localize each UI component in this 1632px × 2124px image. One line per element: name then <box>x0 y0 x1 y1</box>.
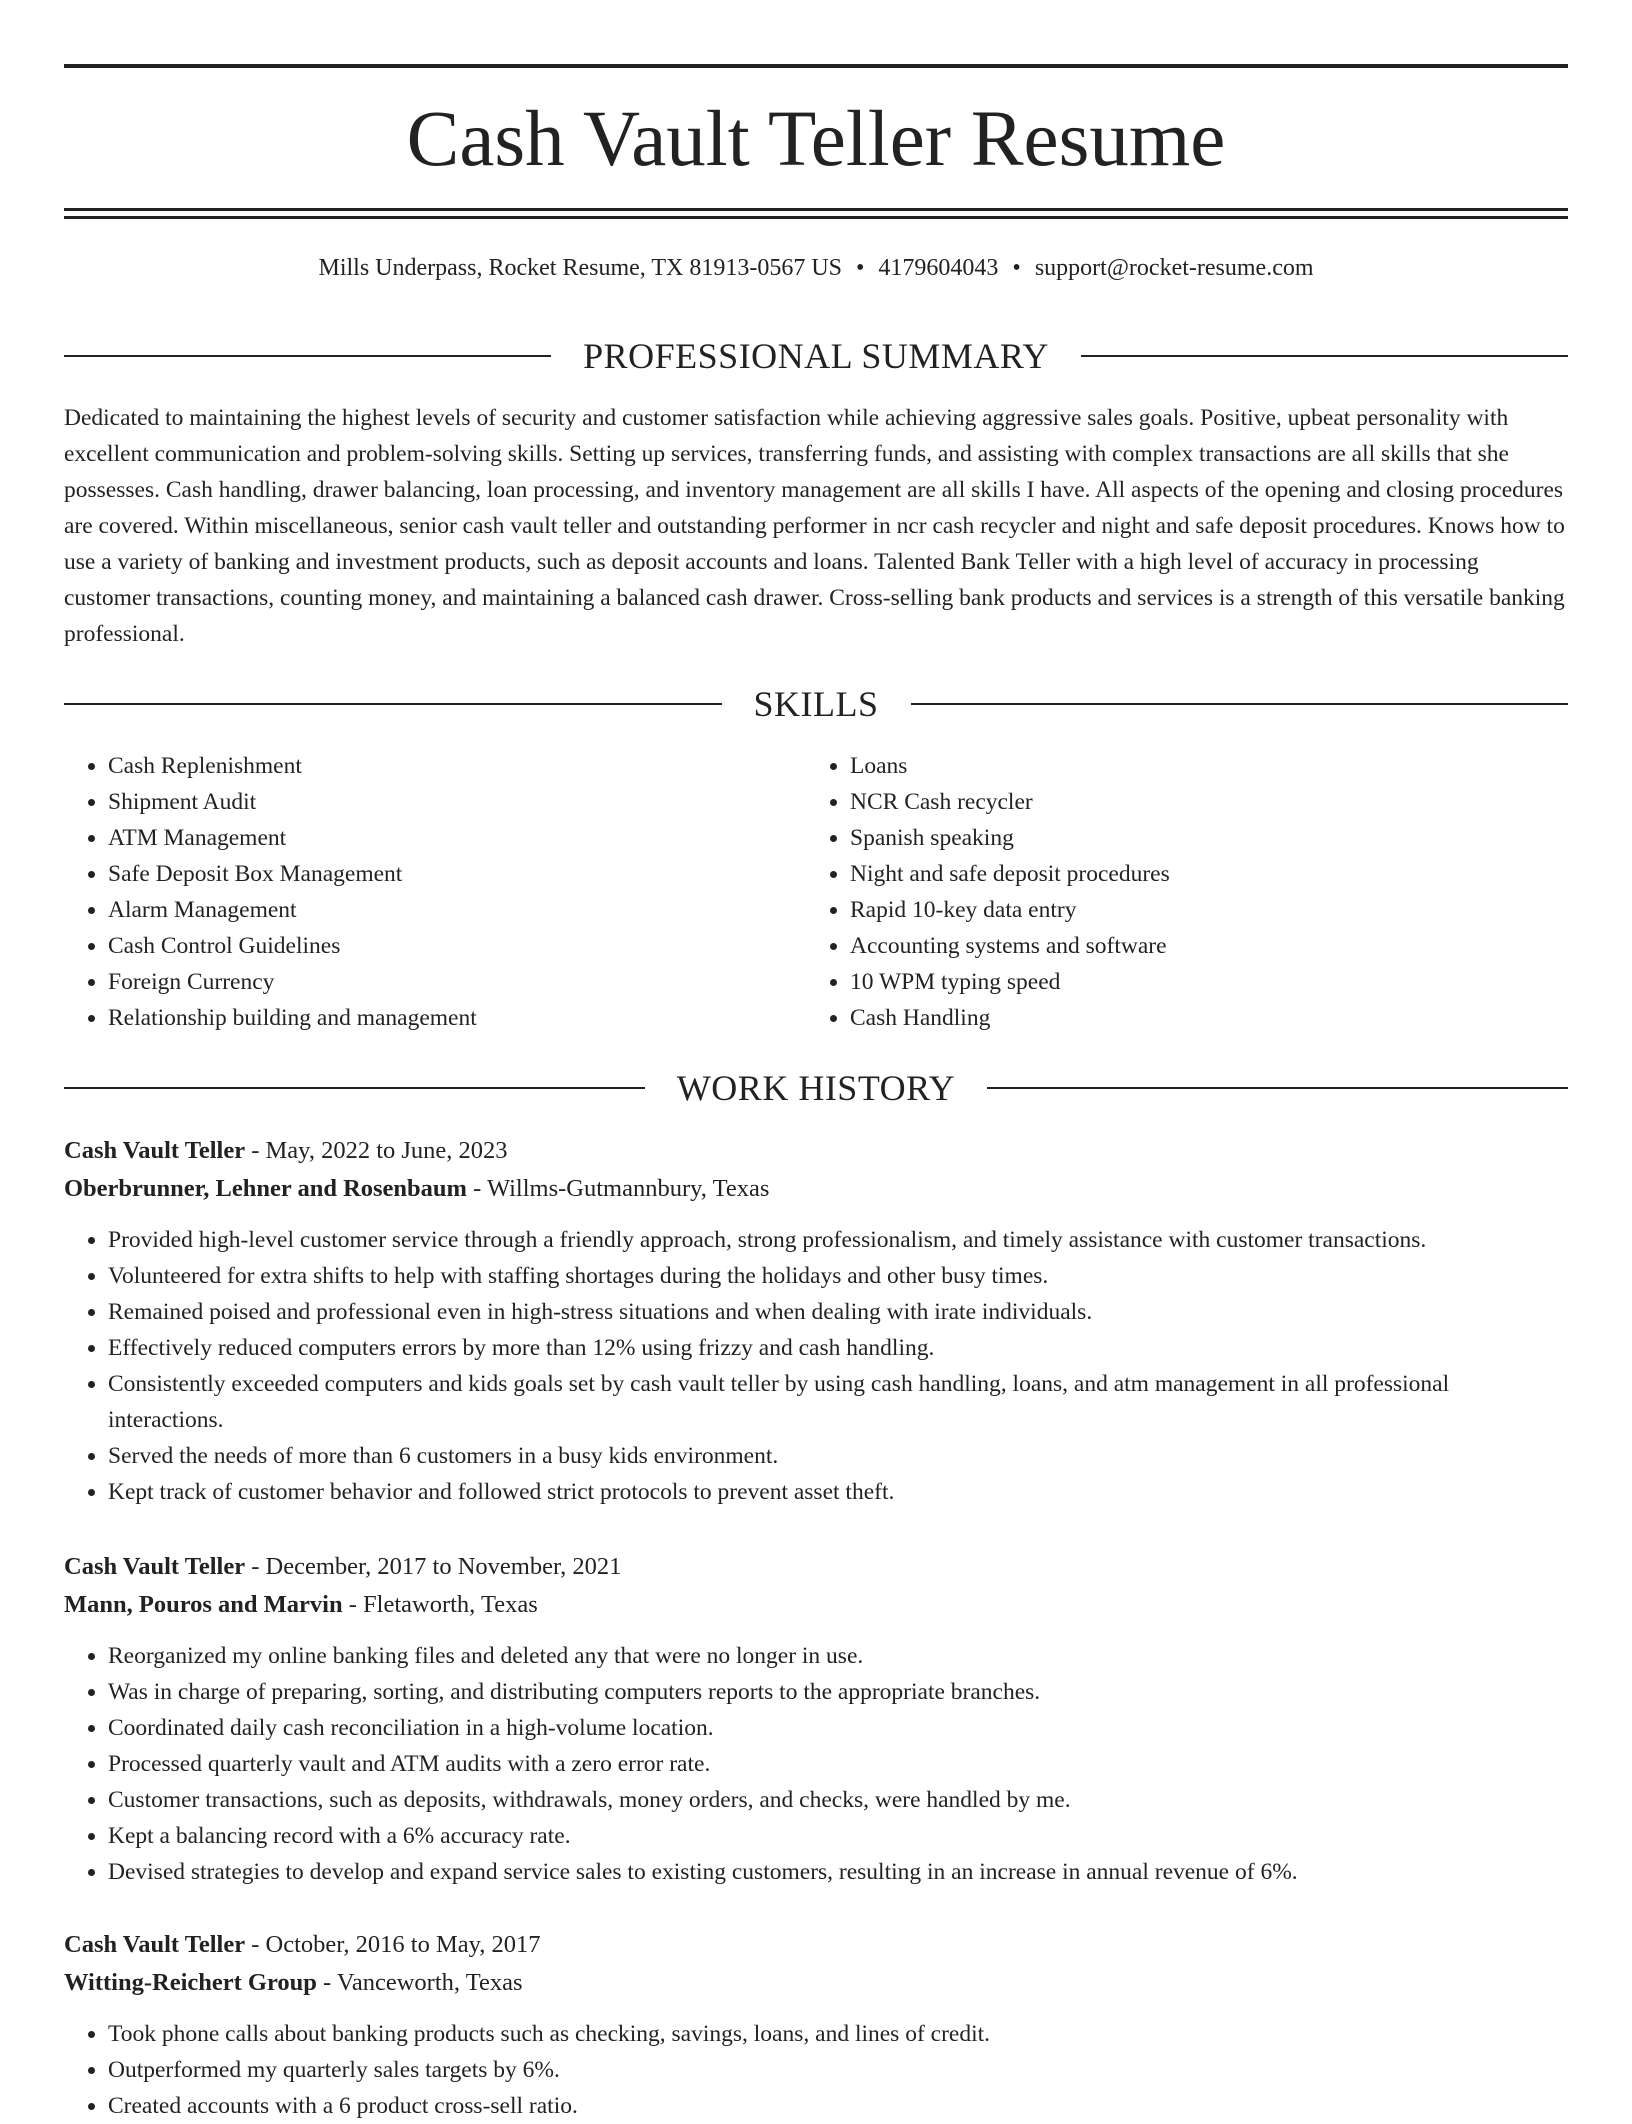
summary-text: Dedicated to maintaining the highest levels of security and customer satisfaction while achieving aggressive sales goals. Positive, upbeat personality with excellent communication and problem-solving skills. Setting up services, transferring funds, and assisting with complex transactions are all skills that she possesses. Cash handling, drawer balancing, loan processing, and inventory management are all skills I have. All aspects of the opening and closing procedures are covered. Within miscellaneous, senior cash vault teller and outstanding performer in ncr cash recycler and night and safe deposit procedures. Knows how to use a variety of banking and investment products, such as deposit accounts and loans. Talented Bank Teller with a high level of accuracy in processing customer transactions, counting money, and maintaining a balanced cash drawer. Cross-selling bank products and services is a strength of this versatile banking professional. <box>64 405 1565 647</box>
section-rule-left <box>64 355 551 357</box>
job-entry <box>64 1548 1568 1890</box>
skill-item: • ATM Management <box>108 820 806 856</box>
skill-item: • Alarm Management <box>108 892 806 928</box>
job-role-line <box>64 1132 1568 1170</box>
job-bullet: • Created accounts with a 6 product cross-sell ratio. <box>108 2088 1568 2124</box>
contact-separator: • <box>1012 255 1021 281</box>
skill-item: • 10 WPM typing speed <box>850 964 1548 1000</box>
job-title: Cash Vault Teller <box>64 1137 246 1164</box>
job-location: - Vanceworth, Texas <box>316 1969 523 1996</box>
contact-email[interactable]: support@rocket-resume.com <box>1034 255 1314 281</box>
skills-column-left <box>64 748 806 1036</box>
resume-title: Cash Vault Teller Resume <box>406 96 1226 183</box>
skill-item: • Rapid 10-key data entry <box>850 892 1548 928</box>
summary-heading: PROFESSIONAL SUMMARY <box>583 336 1049 376</box>
section-rule-left <box>64 703 722 705</box>
work-section-header <box>64 1066 1568 1110</box>
skill-item: • Relationship building and management <box>108 1000 806 1036</box>
job-company: Mann, Pouros and Marvin <box>64 1591 343 1618</box>
skills-section-header <box>64 682 1568 726</box>
skills-heading: SKILLS <box>753 684 879 724</box>
job-bullets <box>64 2016 1568 2124</box>
job-entry <box>64 1132 1568 1510</box>
skill-item: • Shipment Audit <box>108 784 806 820</box>
section-rule-right <box>911 703 1569 705</box>
skill-item: • NCR Cash recycler <box>850 784 1548 820</box>
job-bullet: • Was in charge of preparing, sorting, and distributing computers reports to the appropriate branches. <box>108 1674 1568 1710</box>
job-bullet: • Remained poised and professional even in high-stress situations and when dealing with irate individuals. <box>108 1294 1568 1330</box>
work-heading: WORK HISTORY <box>676 1068 956 1108</box>
section-rule-right <box>1081 355 1568 357</box>
job-bullet: • Outperformed my quarterly sales targets by 6%. <box>108 2052 1568 2088</box>
job-company-line <box>64 1964 1568 2002</box>
skill-item: • Cash Control Guidelines <box>108 928 806 964</box>
job-title: Cash Vault Teller <box>64 1931 246 1958</box>
job-bullet: • Processed quarterly vault and ATM audits with a zero error rate. <box>108 1746 1568 1782</box>
skill-item: • Cash Replenishment <box>108 748 806 784</box>
job-bullet: • Kept track of customer behavior and followed strict protocols to prevent asset theft. <box>108 1474 1568 1510</box>
skill-item: • Loans <box>850 748 1548 784</box>
skill-item: • Accounting systems and software <box>850 928 1548 964</box>
job-company: Oberbrunner, Lehner and Rosenbaum <box>64 1175 467 1202</box>
job-location: - Fletaworth, Texas <box>342 1591 538 1618</box>
summary-section-header <box>64 334 1568 378</box>
job-bullet: • Reorganized my online banking files and deleted any that were no longer in use. <box>108 1638 1568 1674</box>
section-rule-left <box>64 1087 645 1089</box>
contact-separator: • <box>856 255 865 281</box>
job-bullet: • Consistently exceeded computers and kids goals set by cash vault teller by using cash handling, loans, and atm management in all professional interactions. <box>108 1366 1568 1438</box>
job-bullet: • Took phone calls about banking products such as checking, savings, loans, and lines of credit. <box>108 2016 1568 2052</box>
job-role-line <box>64 1926 1568 1964</box>
job-company: Witting-Reichert Group <box>64 1969 317 1996</box>
top-rule <box>64 64 1568 68</box>
skill-item: • Safe Deposit Box Management <box>108 856 806 892</box>
job-bullet: • Effectively reduced computers errors by more than 12% using frizzy and cash handling. <box>108 1330 1568 1366</box>
job-bullet: • Kept a balancing record with a 6% accuracy rate. <box>108 1818 1568 1854</box>
job-title: Cash Vault Teller <box>64 1553 246 1580</box>
job-company-line <box>64 1170 1568 1208</box>
contact-line <box>64 252 1568 284</box>
skills-list <box>64 748 1568 1036</box>
skill-item: • Night and safe deposit procedures <box>850 856 1548 892</box>
job-entry <box>64 1926 1568 2124</box>
job-dates: - October, 2016 to May, 2017 <box>245 1931 541 1958</box>
skill-item: • Spanish speaking <box>850 820 1548 856</box>
skill-item: • Foreign Currency <box>108 964 806 1000</box>
job-bullets <box>64 1222 1568 1510</box>
job-role-line <box>64 1548 1568 1586</box>
job-bullet: • Coordinated daily cash reconciliation in a high-volume location. <box>108 1710 1568 1746</box>
contact-phone: 4179604043 <box>878 255 999 281</box>
job-bullet: • Devised strategies to develop and expand service sales to existing customers, resulting in an increase in annual revenue of 6%. <box>108 1854 1568 1890</box>
job-bullet: • Provided high-level customer service through a friendly approach, strong professionalism, and timely assistance with customer transactions. <box>108 1222 1568 1258</box>
section-rule-right <box>987 1087 1568 1089</box>
title-double-rule-lower <box>64 216 1568 219</box>
job-dates: - May, 2022 to June, 2023 <box>245 1137 508 1164</box>
job-company-line <box>64 1586 1568 1624</box>
job-location: - Willms-Gutmannbury, Texas <box>466 1175 770 1202</box>
title-double-rule-upper <box>64 208 1568 211</box>
skill-item: • Cash Handling <box>850 1000 1548 1036</box>
job-bullet: • Volunteered for extra shifts to help with staffing shortages during the holidays and other busy times. <box>108 1258 1568 1294</box>
contact-address: Mills Underpass, Rocket Resume, TX 81913-0567 US <box>318 255 843 281</box>
job-bullet: • Served the needs of more than 6 customers in a busy kids environment. <box>108 1438 1568 1474</box>
skills-column-right <box>806 748 1548 1036</box>
job-bullets <box>64 1638 1568 1890</box>
job-dates: - December, 2017 to November, 2021 <box>245 1553 622 1580</box>
job-bullet: • Customer transactions, such as deposits, withdrawals, money orders, and checks, were handled by me. <box>108 1782 1568 1818</box>
